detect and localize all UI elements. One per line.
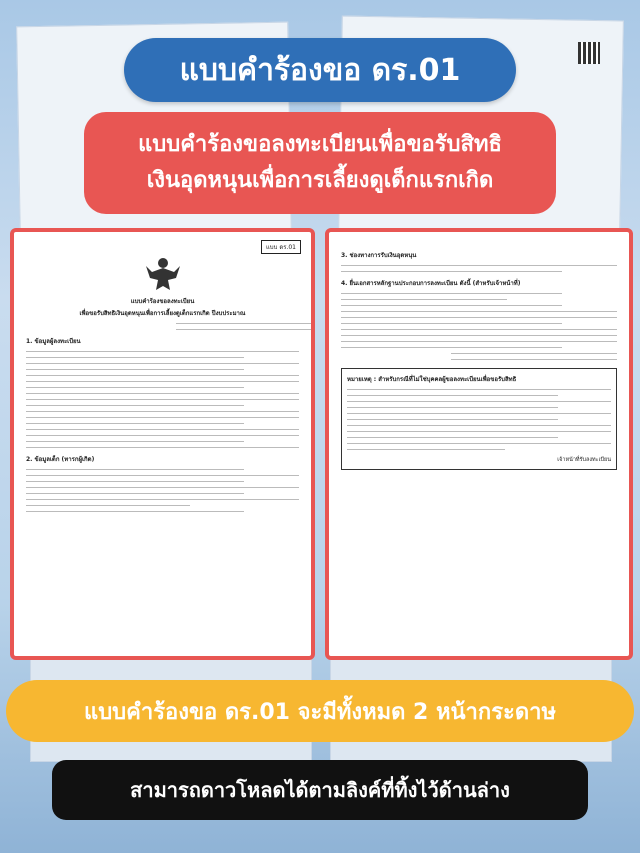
form-page-2 <box>325 228 633 660</box>
rule <box>26 375 299 376</box>
section-2-label: 2. ข้อมูลเด็ก (ทารกผู้เกิด) <box>26 456 95 463</box>
rule <box>26 511 244 512</box>
rule <box>341 323 562 324</box>
rule <box>341 265 617 266</box>
rule <box>341 305 562 306</box>
rule <box>26 357 244 358</box>
rule <box>26 417 299 418</box>
section-3-label: 3. ช่องทางการรับเงินอุดหนุน <box>341 252 417 259</box>
rule <box>26 393 299 394</box>
rule <box>26 493 244 494</box>
rule <box>26 505 190 506</box>
subtitle-banner <box>84 112 556 214</box>
rule <box>341 347 562 348</box>
signature-label: เจ้าหน้าที่รับลงทะเบียน <box>557 457 611 463</box>
qr-code-icon <box>578 42 600 64</box>
rule <box>347 419 558 420</box>
rule <box>341 335 617 336</box>
rule <box>26 387 244 388</box>
form-code: แบบ ดร.01 <box>261 240 301 254</box>
rule <box>26 423 244 424</box>
rule <box>26 399 299 400</box>
rule <box>347 431 611 432</box>
rule <box>341 299 507 300</box>
rule <box>347 425 611 426</box>
form-page-1 <box>10 228 315 660</box>
rule <box>347 389 611 390</box>
subtitle-line-2: เงินอุดหนุนเพื่อการเลี้ยงดูเด็กแรกเกิด <box>146 168 494 193</box>
form-heading-1: แบบคำร้องขอลงทะเบียน <box>130 298 195 305</box>
rule <box>26 499 299 500</box>
rule <box>347 401 611 402</box>
rule <box>26 411 299 412</box>
rule <box>341 341 617 342</box>
rule <box>347 395 558 396</box>
rule <box>26 351 299 352</box>
rule <box>26 405 244 406</box>
rule <box>341 311 617 312</box>
note-box <box>341 368 617 470</box>
rule <box>341 293 562 294</box>
rule <box>341 329 617 330</box>
rule <box>347 449 505 450</box>
rule <box>176 323 315 324</box>
form-heading-2: เพื่อขอรับสิทธิเงินอุดหนุนเพื่อการเลี้ยงดูเด็กแรกเกิด ปีงบประมาณ <box>79 310 246 317</box>
rule <box>347 437 558 438</box>
rule <box>26 469 244 470</box>
title-banner: แบบคำร้องขอ ดร.01 <box>124 38 516 102</box>
garuda-emblem-icon <box>144 254 182 294</box>
note-box-heading: หมายเหตุ : สำหรับกรณีที่ไม่ใช่บุคคลผู้ขอลงทะเบียนเพื่อขอรับสิทธิ <box>347 376 517 383</box>
rule <box>451 359 617 360</box>
rule <box>26 381 299 382</box>
rule <box>347 407 558 408</box>
rule <box>176 329 315 330</box>
rule <box>26 447 299 448</box>
rule <box>26 475 299 476</box>
rule <box>26 441 244 442</box>
rule <box>26 435 299 436</box>
rule <box>451 353 617 354</box>
rule <box>347 413 611 414</box>
rule <box>26 481 244 482</box>
rule <box>341 271 562 272</box>
footer-note-banner: แบบคำร้องขอ ดร.01 จะมีทั้งหมด 2 หน้ากระดาษ <box>6 680 634 742</box>
rule <box>26 369 244 370</box>
subtitle-line-1: แบบคำร้องขอลงทะเบียนเพื่อขอรับสิทธิ <box>138 132 502 157</box>
rule <box>26 487 299 488</box>
section-1-label: 1. ข้อมูลผู้ลงทะเบียน <box>26 338 81 345</box>
download-note-banner: สามารถดาวโหลดได้ตามลิงค์ที่ทิ้งไว้ด้านล่าง <box>52 760 588 820</box>
section-4-label: 4. ยื่นเอกสารหลักฐานประกอบการลงทะเบียน ดังนี้ (สำหรับเจ้าหน้าที่) <box>341 280 521 287</box>
rule <box>26 429 299 430</box>
rule <box>26 363 299 364</box>
rule <box>341 317 617 318</box>
rule <box>347 443 611 444</box>
